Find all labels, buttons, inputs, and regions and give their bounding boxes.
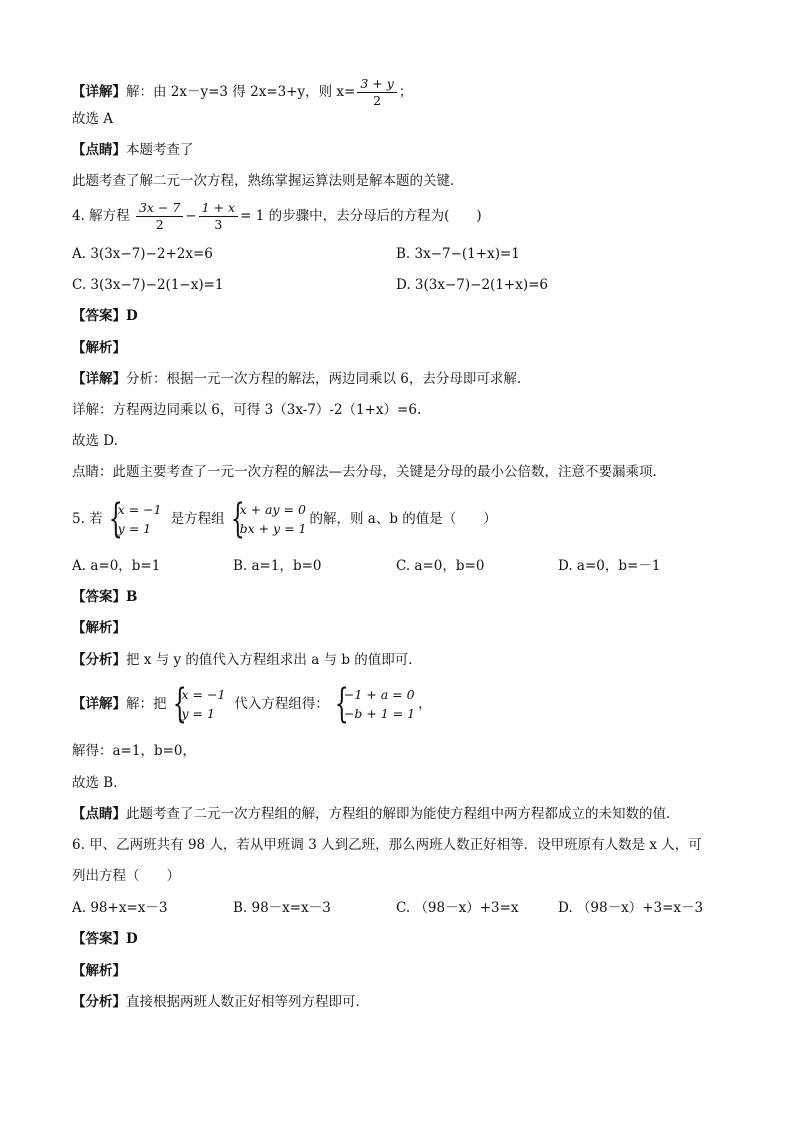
substitution-system: { x = −1 y = 1	[172, 681, 226, 727]
q6-option-b: B. 98－x=x－3	[233, 900, 331, 916]
equation-system: { x + ay = 0 bx + y = 1	[230, 496, 307, 542]
q6-option-c: C. （98－x）+3=x	[396, 900, 519, 916]
fraction-2: $\frac{1 + x}{3}$	[199, 200, 238, 233]
q4-choose: 故选 D.	[72, 433, 118, 449]
solution-system: { x = −1 y = 1	[108, 496, 162, 542]
detail-tag: 【详解】	[72, 84, 126, 100]
q3-detail-line: 【详解】解：由 2x－y=3 得 2x=3+y，则 x= $\frac{3 + y}{2}$ ；	[72, 76, 413, 108]
q5-option-b: B. a=1，b=0	[233, 558, 322, 574]
q5-comment: 【点睛】此题考查了二元一次方程组的解，方程组的解即为能使方程组中两方程都成立的未知数的值．	[72, 806, 680, 822]
q4-option-a: A. 3(3x−7)−2+2x=6	[72, 246, 213, 262]
q4-option-b: B. 3x−7−(1+x)=1	[396, 246, 520, 262]
q4-detail-2: 详解：方程两边同乘以 6，可得 3（3x-7）-2（1+x）=6.	[72, 402, 422, 418]
q5-option-d: D. a=0，b=－1	[558, 558, 661, 574]
q6-stem-1: 6. 甲、乙两班共有 98 人，若从甲班调 3 人到乙班，那么两班人数正好相等．设甲班原有人数是 x 人，可	[72, 837, 702, 853]
q5-choose: 故选 B．	[72, 775, 127, 791]
q4-analysis: 【解析】	[72, 340, 126, 356]
fraction-1: $\frac{3x - 7}{2}$	[136, 200, 183, 233]
q3-comment-line: 【点睛】本题考查了	[72, 142, 194, 158]
q4-option-c: C. 3(3x−7)−2(1−x)=1	[72, 277, 224, 293]
q6-fenxi: 【分析】直接根据两班人数正好相等列方程即可．	[72, 994, 369, 1010]
q5-answer: 【答案】B	[72, 589, 138, 605]
result-system: { −1 + a = 0 −b + 1 = 1	[334, 681, 416, 727]
q5-option-c: C. a=0，b=0	[396, 558, 485, 574]
q6-answer: 【答案】D	[72, 931, 138, 947]
q5-option-a: A. a=0，b=1	[72, 558, 161, 574]
q6-option-d: D. （98－x）+3=x－3	[558, 900, 704, 916]
fraction: $\frac{3 + y}{2}$	[357, 76, 396, 109]
q6-analysis: 【解析】	[72, 963, 126, 979]
q4-answer: 【答案】D	[72, 308, 138, 324]
q6-option-a: A. 98+x=x－3	[72, 900, 168, 916]
q4-detail: 【详解】分析：根据一元一次方程的解法，两边同乘以 6，去分母即可求解.	[72, 371, 522, 387]
q5-solve: 解得：a=1，b=0，	[72, 743, 196, 759]
q5-fenxi: 【分析】把 x 与 y 的值代入方程组求出 a 与 b 的值即可．	[72, 652, 422, 668]
q4-option-d: D. 3(3x−7)−2(1+x)=6	[396, 277, 549, 293]
detail-text: 解：由 2x－y=3 得 2x=3+y，则 x=	[126, 84, 356, 100]
q5-stem: 5. 若 { x = −1 y = 1 是方程组 { x + ay = 0 bx + y = 1 的解，则 a、b 的值是（ ）	[72, 496, 497, 542]
q3-choose: 故选 A	[72, 111, 114, 127]
q5-detail: 【详解】 解：把 { x = −1 y = 1 代入方程组得： { −1 + a = 0 −b + 1 = 1 ，	[72, 681, 432, 727]
q6-stem-2: 列出方程（ ）	[72, 868, 180, 884]
q4-comment: 点睛：此题主要考查了一元一次方程的解法—去分母，关键是分母的最小公倍数，注意不要漏乘项.	[72, 464, 657, 480]
q3-comment-body: 此题考查了解二元一次方程，熟练掌握运算法则是解本题的关键．	[72, 173, 464, 189]
q5-analysis: 【解析】	[72, 620, 126, 636]
q4-stem: 4. 解方程 $\frac{3x - 7}{2}$ − $\frac{1 + x}{3}$ = 1 的步骤中，去分母后的方程为( )	[72, 200, 482, 232]
